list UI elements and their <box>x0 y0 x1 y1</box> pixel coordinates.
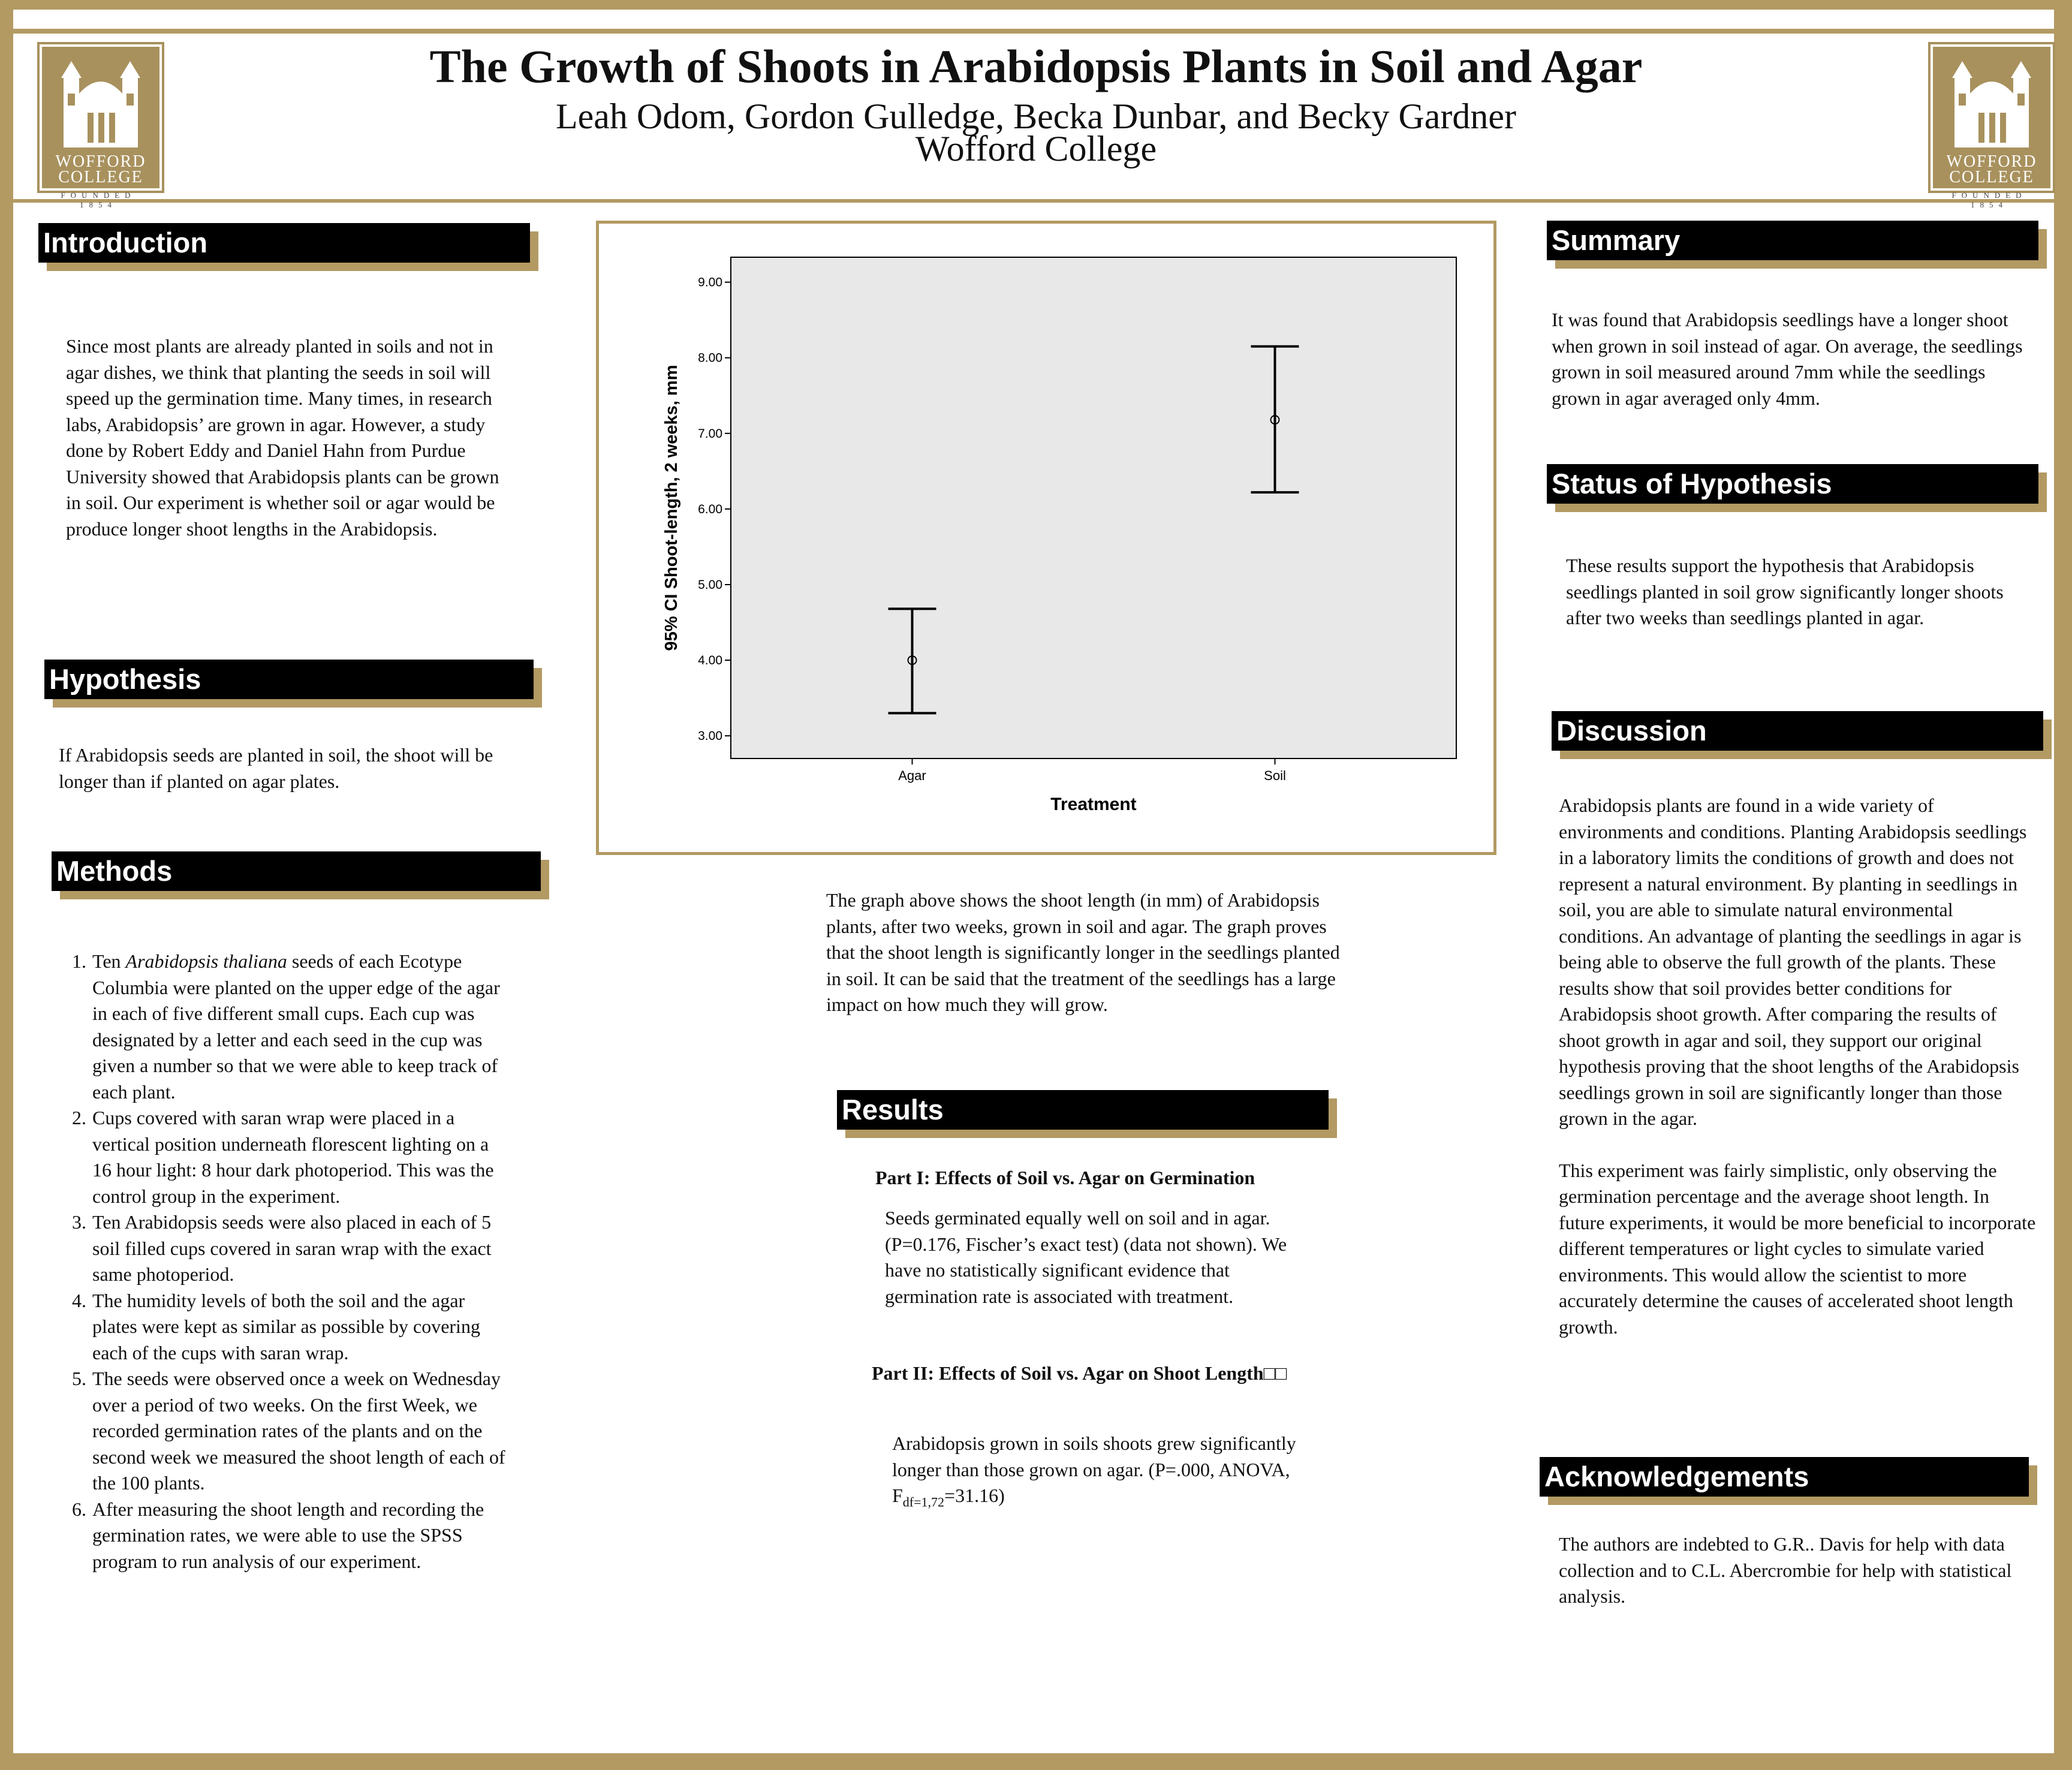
logo-name-line2: COLLEGE <box>1949 168 2034 186</box>
methods-item-5: 5. The seeds were observed once a week on Wednesday over a period of two weeks. On the first Week, we recorded germination rates of the plants and on the second week we measured the shoot length of each of the 100 plants. <box>91 1366 511 1497</box>
y-tick-label: 4.00 <box>698 654 722 668</box>
y-axis-label: 95% CI Shoot-length, 2 weeks, mm <box>662 365 681 651</box>
discussion-paragraph-2: This experiment was fairly simplistic, only observing the germination percentage and the average shoot length. In future experiments, it would be more beneficial to incorporate different temperatures or light cycles to simulate varied environments. This would allow the scientist to more accurately determine the causes of accelerated shoot length growth. <box>1559 1159 2036 1338</box>
hypothesis-heading-label: Hypothesis <box>44 660 534 699</box>
methods-item-1-pre: Ten <box>92 950 126 972</box>
summary-heading-label: Summary <box>1547 221 2038 260</box>
discussion-heading <box>1552 711 2043 751</box>
status-heading-label: Status of Hypothesis <box>1547 464 2038 504</box>
results-part1-title: Part I: Effects of Soil vs. Agar on Germination <box>875 1167 1255 1188</box>
results-part2-title: Part II: Effects of Soil vs. Agar on Shoot Length□□ <box>872 1362 1287 1384</box>
methods-heading <box>52 851 541 891</box>
methods-item-1-species: Arabidopsis thaliana <box>125 950 287 972</box>
graph-caption: The graph above shows the shoot length (in mm) of Arabidopsis plants, after two weeks, grown in soil and agar. The graph proves that the shoot length is significantly longer in the seedlings planted in soil. It can be said that the treatment of the seedlings has a large impact on how much they will grow. <box>826 889 1340 1015</box>
poster-institution: Wofford College <box>915 129 1157 168</box>
y-tick-label: 9.00 <box>698 275 722 290</box>
y-tick-label: 7.00 <box>698 426 722 441</box>
plot-area <box>731 257 1456 758</box>
shoot-length-chart <box>599 224 1493 852</box>
discussion-heading-label: Discussion <box>1552 711 2043 751</box>
x-tick-label: Agar <box>898 768 926 783</box>
summary-text: It was found that Arabidopsis seedlings have a longer shoot when grown in soil instead of agar. On average, the seedlings grown in soil measured around 7mm while the seedlings grown in agar averaged only 4mm. <box>1552 309 2023 409</box>
chart-frame <box>596 221 1496 855</box>
logo-name-line1: WOFFORD <box>1946 152 2037 171</box>
methods-item-4: 4. The humidity levels of both the soil and the agar plates were kept as similar as possible by covering each of the cups with saran wrap. <box>91 1288 511 1366</box>
poster-authors: Leah Odom, Gordon Gulledge, Becka Dunbar, and Becky Gardner <box>555 97 1517 136</box>
header-divider <box>13 199 2054 203</box>
introduction-heading <box>38 223 530 263</box>
y-tick-label: 6.00 <box>698 502 722 516</box>
x-tick-label: Soil <box>1264 768 1286 783</box>
results-part2-text-pre: Arabidopsis grown in soils shoots grew significantly longer than those grown on agar. (P=.000, ANOVA, F <box>892 1432 1296 1506</box>
methods-item-1 <box>91 949 511 1105</box>
hypothesis-heading <box>44 660 534 699</box>
summary-heading <box>1547 221 2038 260</box>
y-tick-label: 8.00 <box>698 351 722 365</box>
results-part2-text-post: =31.16) <box>944 1485 1005 1506</box>
status-heading <box>1547 464 2038 504</box>
results-part2-subscript: df=1,72 <box>902 1494 945 1510</box>
results-part2-text <box>892 1431 1336 1515</box>
methods-item-6: 6. After measuring the shoot length and recording the germination rates, we were able to use the SPSS program to run analysis of our experiment. <box>91 1497 511 1575</box>
results-heading-label: Results <box>837 1090 1329 1130</box>
methods-heading-label: Methods <box>52 851 541 891</box>
acknowledgements-text: The authors are indebted to G.R.. Davis for help with data collection and to C.L. Abercrombie for help with statistical analysis. <box>1559 1533 2012 1607</box>
poster-title: The Growth of Shoots in Arabidopsis Plants in Soil and Agar <box>429 40 1643 92</box>
logo-founded-left: FOUNDED 1854 <box>61 191 136 209</box>
logo-name-line1: WOFFORD <box>55 152 146 171</box>
status-text: These results support the hypothesis that Arabidopsis seedlings planted in soil grow significantly longer shoots after two weeks than seedlings planted in agar. <box>1566 555 2004 628</box>
y-tick-label: 5.00 <box>698 577 722 592</box>
hypothesis-text: If Arabidopsis seeds are planted in soil, the shoot will be longer than if planted on agar plates. <box>59 744 493 792</box>
logo-founded-right: FOUNDED 1854 <box>1951 191 2027 209</box>
discussion-paragraph-1: Arabidopsis plants are found in a wide variety of environments and conditions. Planting Arabidopsis seedlings in a laboratory limits the conditions of growth and does not represent a natural environment. By planting in seedlings in soil, you are able to simulate natural environmental conditions. An advantage of planting the seedlings in agar is being able to observe the full growth of the plants. These results show that soil provides better conditions for Arabidopsis shoot growth. After comparing the results of shoot growth in agar and soil, they support our original hypothesis proving that the shoot lengths of the Arabidopsis seedlings grown in soil are significantly longer than those grown in the agar. <box>1559 794 2027 1129</box>
methods-item-1-post: seeds of each Ecotype Columbia were planted on the upper edge of the agar in each of five different small cups. Each cup was designated by a letter and each seed in the cup was given a number so that we were able to keep track of each plant. <box>92 950 500 1103</box>
results-part1-text: Seeds germinated equally well on soil and in agar. (P=0.176, Fischer’s exact test) (data not shown). We have no statistically significant evidence that germination rate is associated with treatment. <box>885 1207 1287 1307</box>
discussion-text <box>1559 793 2038 1340</box>
acknowledgements-heading-label: Acknowledgements <box>1540 1457 2029 1497</box>
x-axis-label: Treatment <box>1050 794 1137 814</box>
introduction-heading-label: Introduction <box>38 223 530 263</box>
results-heading <box>837 1090 1329 1130</box>
acknowledgements-heading <box>1540 1457 2029 1497</box>
top-border-rule <box>13 29 2054 34</box>
methods-item-3: 3. Ten Arabidopsis seeds were also placed in each of 5 soil filled cups covered in saran wrap with the exact same photoperiod. <box>91 1209 511 1288</box>
methods-list <box>67 949 511 1575</box>
y-tick-label: 3.00 <box>698 729 722 743</box>
introduction-text: Since most plants are already planted in soils and not in agar dishes, we think that planting the seeds in soil will speed up the germination time. Many times, in research labs, Arabidopsis’ are grown in agar. However, a study done by Robert Eddy and Daniel Hahn from Purdue University showed that Arabidopsis plants can be grown in soil. Our experiment is whether soil or agar would be produce longer shoot lengths in the Arabidopsis. <box>66 335 499 540</box>
logo-name-line2: COLLEGE <box>58 168 143 186</box>
methods-item-2: 2. Cups covered with saran wrap were placed in a vertical position underneath florescent lighting on a 16 hour light: 8 hour dark photoperiod. This was the control group in the experiment. <box>91 1105 511 1209</box>
